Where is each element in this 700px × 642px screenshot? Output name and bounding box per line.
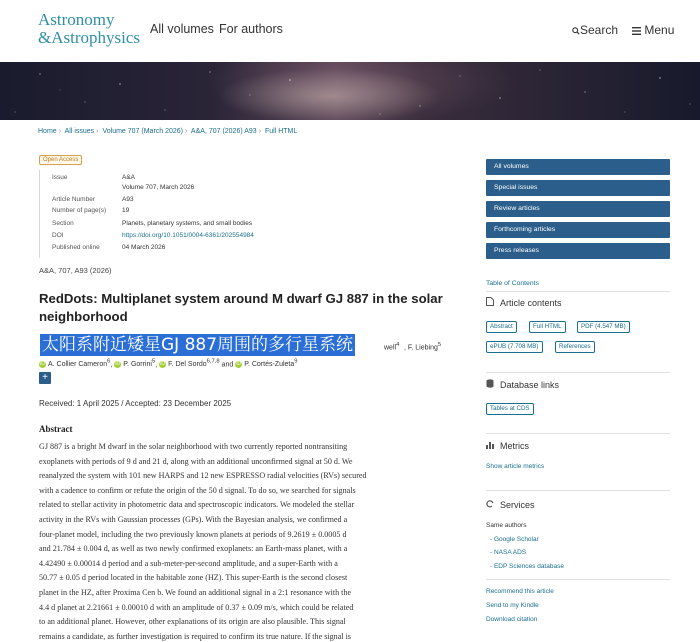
sidebar-special-issues-button[interactable]: Special issues <box>486 180 670 196</box>
google-scholar-link[interactable]: - Google Scholar <box>490 536 539 543</box>
same-authors-label: Same authors <box>486 522 527 529</box>
metrics-label: Metrics <box>500 441 529 451</box>
received-accepted-dates: Received: 1 April 2025 / Accepted: 23 December 2025 <box>39 399 232 408</box>
author-liebing[interactable] <box>404 342 441 351</box>
doi-link[interactable]: https://doi.org/10.1051/0004-6361/202554984 <box>122 232 254 239</box>
database-links-heading <box>486 379 559 390</box>
site-header <box>0 0 700 62</box>
abstract-line: and 21.784 ± 0.004 d, as well as two newly confirmed exoplanets: an Earth-mass planet, with a <box>39 544 348 554</box>
section-divider <box>486 372 670 373</box>
author-name: F. Del Sordo <box>168 361 207 369</box>
bar-chart-icon <box>486 441 496 451</box>
services-label: Services <box>500 500 535 510</box>
sidebar-all-volumes-button[interactable]: All volumes <box>486 159 670 175</box>
sidebar-review-articles-button[interactable]: Review articles <box>486 201 670 217</box>
author-collier-cameron[interactable] <box>39 361 110 368</box>
orcid-icon: iD <box>40 360 45 367</box>
detail-value: Volume 707, March 2026 <box>122 184 195 191</box>
article-citation: A&A, 707, A93 (2026) <box>39 266 112 275</box>
send-to-kindle-link[interactable]: Send to my Kindle <box>486 602 539 609</box>
abstract-line: with a cadence to confirm or refute the origin of the 50 d signal. To do so, we searched for signals <box>39 485 356 495</box>
article-title: RedDots: Multiplanet system around M dwarf GJ 887 in the solar neighborhood <box>39 291 443 324</box>
detail-label: Number of page(s) <box>52 207 107 214</box>
section-divider <box>486 490 670 491</box>
section-divider <box>486 291 670 292</box>
affiliation-sup: 4 <box>396 342 400 348</box>
nav-for-authors[interactable]: For authors <box>219 22 283 36</box>
detail-label: Issue <box>52 174 68 181</box>
breadcrumb-separator: › <box>258 128 262 135</box>
abstract-heading: Abstract <box>39 424 73 434</box>
abstract-pill[interactable]: Abstract <box>486 321 517 333</box>
detail-label: DOI <box>52 232 64 239</box>
nasa-ads-link[interactable]: - NASA ADS <box>490 549 527 556</box>
abstract-line: related to stellar activity in photometric data and spectroscopic indicators. We modeled the stellar <box>39 500 355 510</box>
breadcrumb-home[interactable]: Home <box>38 128 57 135</box>
article-details <box>39 170 439 258</box>
pdf-pill[interactable]: PDF (4.547 MB) <box>577 321 630 333</box>
breadcrumb-separator: › <box>185 128 188 135</box>
author-name: , F. Liebing <box>404 344 438 352</box>
detail-label: Article Number <box>52 196 95 203</box>
abstract-line: 4.42490 ± 0.00014 d period and a sub-meter-per-second amplitude, and a super-Earth with a <box>39 558 338 568</box>
detail-value: Planets, planetary systems, and small bodies <box>122 220 253 227</box>
logo-line1: Astronomy <box>38 10 115 29</box>
epub-pill[interactable]: ePUB (7.708 MB) <box>486 341 543 353</box>
hamburger-icon <box>632 27 641 35</box>
logo-line2: &Astrophysics <box>38 28 140 47</box>
breadcrumb-article[interactable]: A&A, 707 (2026) A93 <box>190 128 257 135</box>
recommend-article-link[interactable]: Recommend this article <box>486 588 554 595</box>
abstract-line: 4.4 d planet at 2.21661 ± 0.00010 d with an amplitude of 0.37 ± 0.09 m/s, which could be related <box>39 602 354 612</box>
breadcrumb-separator: › <box>96 128 99 135</box>
sidebar-press-releases-button[interactable]: Press releases <box>486 243 670 259</box>
orcid-icon: iD <box>236 360 242 367</box>
detail-value: 04 March 2026 <box>122 244 166 251</box>
sidebar-forthcoming-articles-button[interactable]: Forthcoming articles <box>486 222 670 238</box>
breadcrumb-all-issues[interactable]: All issues <box>64 128 95 135</box>
detail-value: 19 <box>122 207 130 214</box>
author-del-sordo[interactable] <box>159 361 220 368</box>
author-name: P. Cortés-Zuleta <box>244 361 295 369</box>
translation-overlay: 太阳系附近矮星GJ 887周围的多行星系统 <box>42 335 354 355</box>
menu-label: Menu <box>644 23 675 37</box>
orcid-icon: iD <box>160 360 165 367</box>
abstract-line: remains a candidate, as further investigation is required to confirm its true nature. If the signal is <box>39 631 351 641</box>
and-word: and <box>221 361 234 369</box>
orcid-icon: iD <box>115 360 121 367</box>
breadcrumb-full-html[interactable]: Full HTML <box>265 128 298 135</box>
metrics-heading <box>486 441 529 451</box>
table-of-contents-link[interactable]: Table of Contents <box>486 280 539 287</box>
article-contents-heading <box>486 297 562 308</box>
refresh-icon <box>486 500 496 510</box>
database-links-label: Database links <box>500 380 560 390</box>
breadcrumb <box>38 128 297 135</box>
references-pill[interactable]: References <box>555 341 595 353</box>
affiliation-sup: 5 <box>437 342 442 348</box>
detail-label: Section <box>52 220 74 227</box>
abstract-line: activity in the RVs with Gaussian processes (GPs). With the Bayesian analysis, we confirmed a <box>39 514 348 524</box>
section-divider <box>486 579 670 580</box>
edp-sciences-link[interactable]: - EDP Sciences database <box>490 563 564 570</box>
breadcrumb-separator: › <box>58 128 62 135</box>
show-article-metrics-link[interactable]: Show article metrics <box>486 463 545 470</box>
tables-at-cds-pill[interactable]: Tables at CDS <box>486 403 534 415</box>
search-icon <box>572 27 580 35</box>
abstract-line: exoplanets with periods of 9 d and 21 d, along with an additional unconfirmed signal at 50 d. We <box>39 456 353 466</box>
starfield-decoration <box>0 62 700 120</box>
affiliation-sup: 6,7,8 <box>206 359 220 365</box>
detail-value: A&A <box>122 174 136 181</box>
affiliation-sup: 6 <box>107 359 111 365</box>
journal-logo[interactable] <box>38 11 143 51</box>
expand-affiliations-button[interactable]: + <box>39 372 51 384</box>
database-icon <box>486 379 496 390</box>
section-divider <box>486 433 670 434</box>
menu-button[interactable] <box>632 23 674 37</box>
abstract-line: planet in the HZ, after Proxima Cen b. We found an additional signal in a 2:1 resonance with the <box>39 587 352 597</box>
article-contents-label: Article contents <box>500 298 562 308</box>
author-name: P. Gorrini <box>123 361 152 369</box>
abstract-line: to an additional planet. However, other explanations of its origin are also plausible. This signal <box>39 617 346 627</box>
breadcrumb-volume[interactable]: Volume 707 (March 2026) <box>102 128 184 135</box>
author-gorrini[interactable] <box>114 361 155 368</box>
abstract-line: reanalyzed the system with 101 new HARPS and 12 new ESPRESSO radial velocities (RVs) secured <box>39 471 367 481</box>
document-icon <box>486 297 496 308</box>
detail-value: A93 <box>122 196 134 203</box>
galaxy-banner <box>0 62 700 120</box>
full-html-pill[interactable]: Full HTML <box>529 321 566 333</box>
search-button[interactable] <box>572 23 618 37</box>
author-cortes-zuleta[interactable] <box>235 361 297 368</box>
download-citation-link[interactable]: Download citation <box>486 616 538 623</box>
detail-label: Published online <box>52 244 100 251</box>
affiliation-sup: 5 <box>151 359 156 365</box>
author-name: A. Collier Cameron <box>48 361 108 369</box>
services-heading <box>486 500 535 510</box>
abstract-line: 50.77 ± 0.05 d period located in the habitable zone (HZ). This super-Earth is the second closest <box>39 573 348 583</box>
affiliation-sup: 9 <box>294 359 298 365</box>
author-fragment-name: well <box>384 344 397 352</box>
abstract-line: four-planet model, including the two previously known planets at periods of 9.2619 ± 0.0005 d <box>39 529 347 539</box>
nav-all-volumes[interactable]: All volumes <box>150 22 214 36</box>
abstract-text <box>39 440 461 642</box>
open-access-badge: Open Access <box>39 155 82 165</box>
search-label: Search <box>580 23 619 37</box>
author-list-line: iD A. Collier Cameron$^6$, iD P. Gorrini$^5$, iD F. Del Sordo$^{6,7,8}$ and iD P. Cortés-Zuleta$^9$ <box>40 359 298 369</box>
author-fragment[interactable] <box>384 342 399 351</box>
abstract-line: GJ 887 is a bright M dwarf in the solar neighborhood with two currently reported nontransiting <box>39 442 348 451</box>
